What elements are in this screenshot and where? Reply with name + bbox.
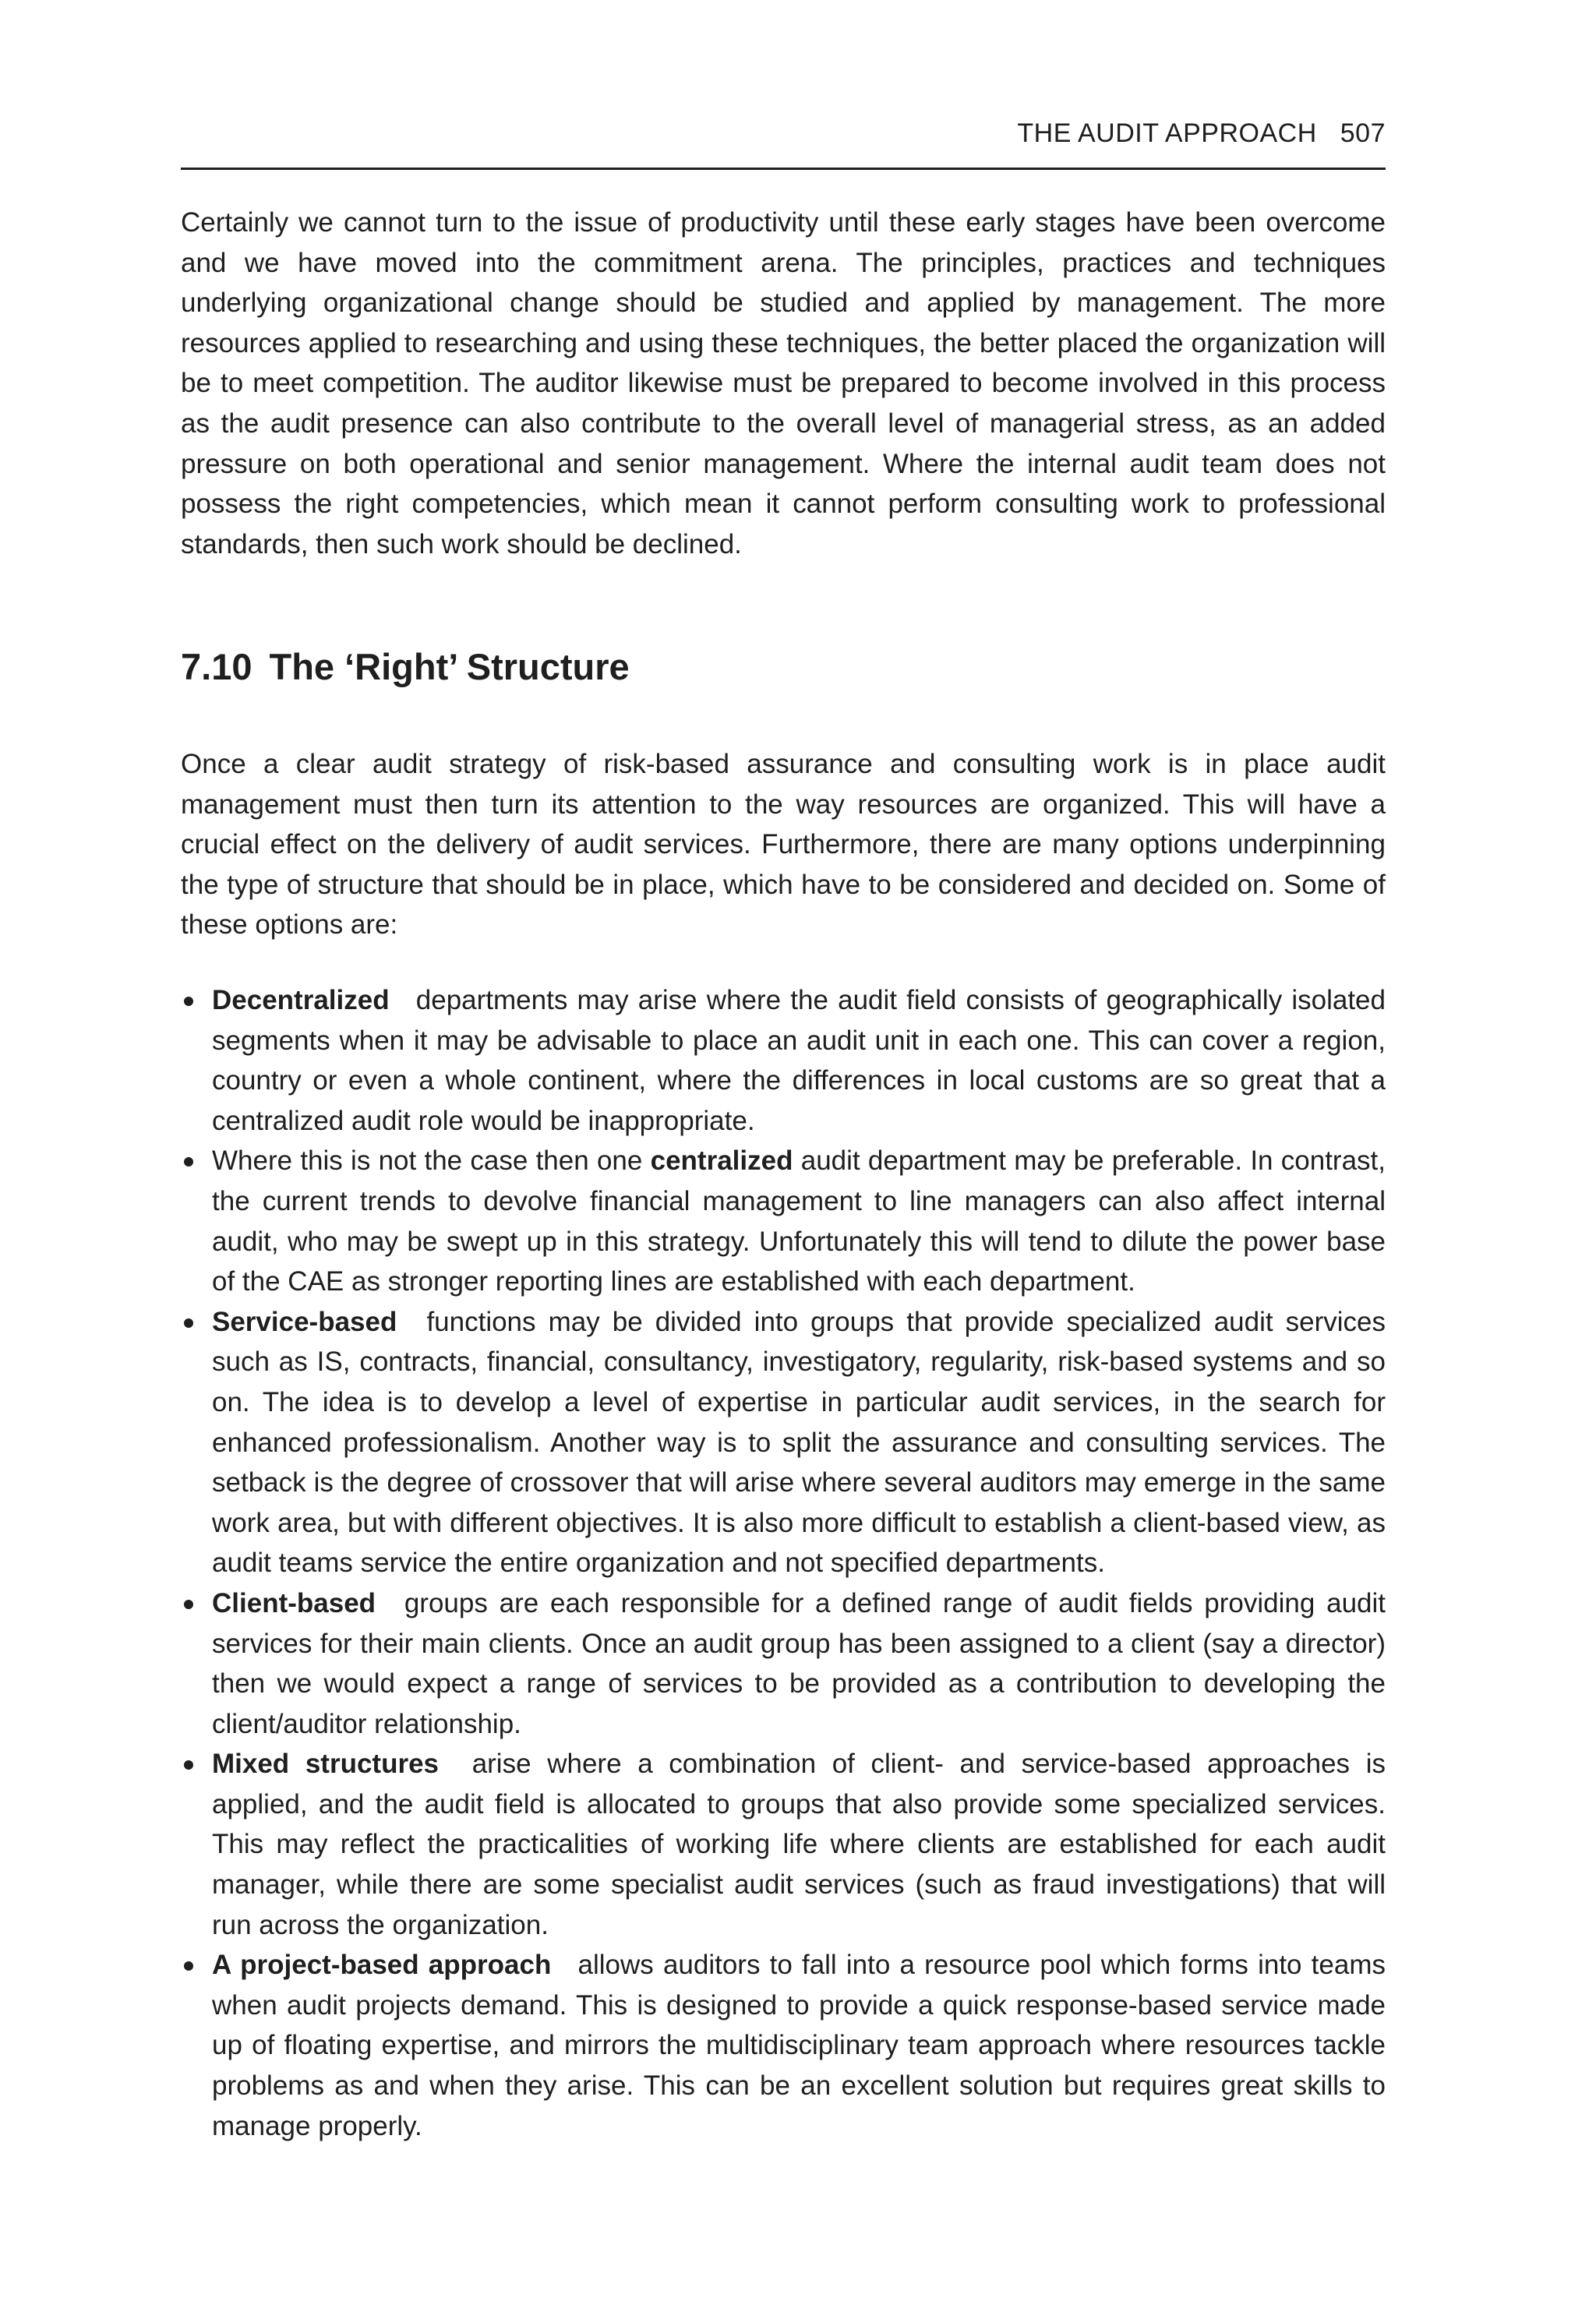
- bullet-icon: [184, 1600, 193, 1609]
- option-text: departments may arise where the audit field consists of geographically isolated segments when it may be advisable to place an audit unit in each one. This can cover a region, country or even a whole continent, where the differences in local customs are so great that a centralized audit role would be inappropriate.: [212, 985, 1386, 1136]
- list-item: [181, 1141, 1386, 1301]
- running-header: [1017, 118, 1386, 149]
- option-lead-text: Where this is not the case then one: [212, 1145, 643, 1177]
- option-term: Service-based: [212, 1306, 397, 1337]
- option-term: Client-based: [212, 1587, 376, 1618]
- list-item: [181, 1945, 1386, 2146]
- section-heading: [181, 645, 630, 688]
- list-item: [181, 1583, 1386, 1744]
- book-page: [181, 0, 1386, 2319]
- running-title: THE AUDIT APPROACH: [1017, 118, 1317, 148]
- list-item: [181, 1302, 1386, 1583]
- list-item: [181, 1744, 1386, 1945]
- intro-paragraph: Certainly we cannot turn to the issue of productivity until these early stages have been overcome and we have moved into the commitment arena. The principles, practices and techniques underlying organizational change should be studied and applied by management. The more resources applied to researching and using these techniques, the better placed the organization will be to meet competition. The auditor likewise must be prepared to become involved in this process as the audit presence can also contribute to the overall level of managerial stress, as an added pressure on both operational and senior management. Where the internal audit team does not possess the right competencies, which mean it cannot perform consulting work to professional standards, then such work should be declined.: [181, 207, 1386, 559]
- option-term: A project-based approach: [212, 1950, 552, 1981]
- section-intro-paragraph: Once a clear audit strategy of risk-based assurance and consulting work is in place audit management must then turn its attention to the way resources are organized. This will have a crucial effect on the delivery of audit services. Furthermore, there are many options underpinning the type of structure that should be in place, which have to be considered and decided on. Some of these options are:: [181, 749, 1386, 941]
- bullet-icon: [184, 1961, 193, 1971]
- section-number: 7.10: [181, 646, 252, 687]
- section-title: The ‘Right’ Structure: [269, 646, 630, 687]
- bullet-icon: [184, 1318, 193, 1328]
- option-text: arise where a combination of client- and service-based approaches is applied, and the audit field is allocated to groups that also provide some specialized services. This may reflect the practicalities of working life where clients are established for each audit manager, while there are some specialist audit services (such as fraud investigations) that will run across the organization.: [212, 1749, 1386, 1940]
- bullet-icon: [184, 1760, 193, 1770]
- structure-options-list: [181, 980, 1386, 2146]
- bullet-icon: [184, 1157, 193, 1167]
- option-text: groups are each responsible for a defined range of audit fields providing audit services for their main clients. Once an audit group has been assigned to a client (say a director) then we would expect a range of services to be provided as a contribution to developing the client/auditor relationship.: [212, 1587, 1386, 1739]
- header-rule: [181, 168, 1386, 170]
- option-text: audit department may be preferable. In contrast, the current trends to devolve financial management to line managers can also affect internal audit, who may be swept up in this strategy. Unfortunately this will tend to dilute the power base of the CAE as stronger reporting lines are established with each department.: [212, 1145, 1386, 1297]
- page-number: 507: [1340, 118, 1386, 148]
- option-term: Decentralized: [212, 985, 390, 1015]
- option-text: allows auditors to fall into a resource pool which forms into teams when audit projects demand. This is designed to provide a quick response-based service made up of floating expertise, and mirrors the multidisciplinary team approach where resources tackle problems as and when they arise. This can be an excellent solution but requires great skills to manage properly.: [212, 1950, 1386, 2141]
- option-text: functions may be divided into groups that provide specialized audit services such as IS, contracts, financial, consultancy, investigatory, regularity, risk-based systems and so on. The idea is to develop a level of expertise in particular audit services, in the search for enhanced professionalism. Another way is to split the assurance and consulting services. The setback is the degree of crossover that will arise where several auditors may emerge in the same work area, but with different objectives. It is also more difficult to establish a client-based view, as audit teams service the entire organization and not specified departments.: [212, 1306, 1386, 1579]
- bullet-icon: [184, 997, 193, 1006]
- option-term: centralized: [650, 1145, 793, 1177]
- list-item: [181, 980, 1386, 1141]
- option-term: Mixed structures: [212, 1749, 440, 1780]
